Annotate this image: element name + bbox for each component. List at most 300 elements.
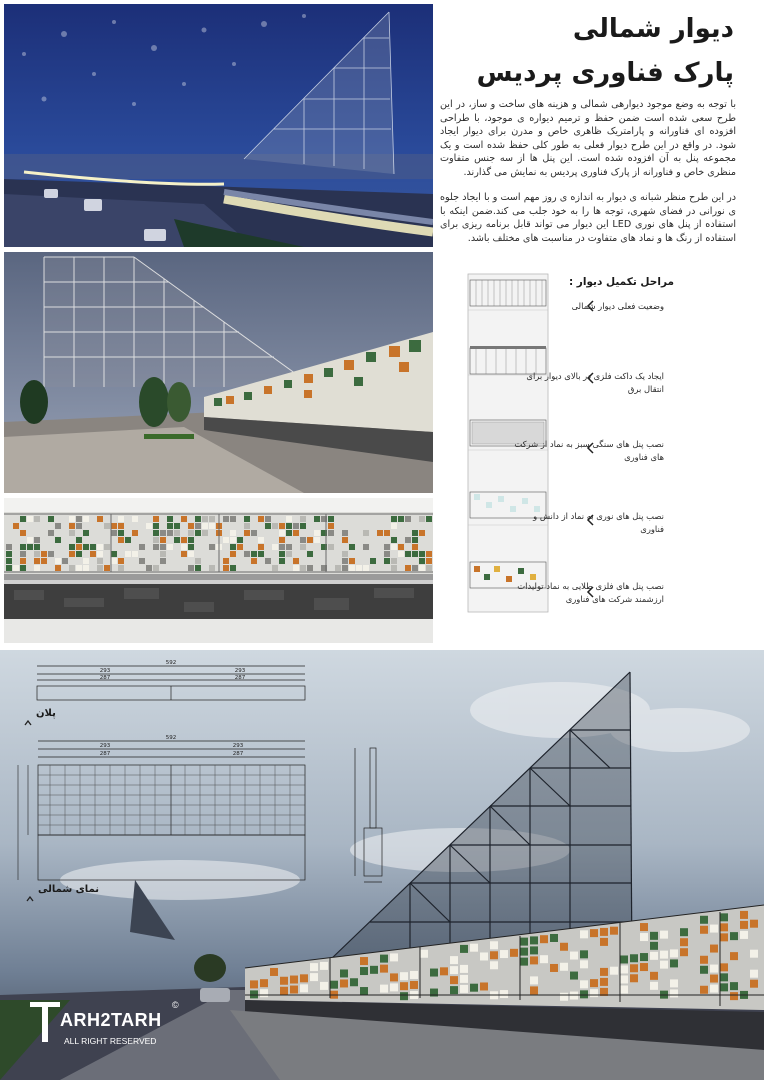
section-drawing bbox=[350, 740, 395, 890]
wall-panel-cell bbox=[360, 967, 368, 975]
wall-panel-cell bbox=[48, 551, 54, 557]
wall-panel-cell bbox=[55, 523, 61, 529]
wall-panel-cell bbox=[530, 946, 538, 954]
logo bbox=[30, 996, 180, 1052]
wall-panel-cell bbox=[405, 551, 411, 557]
wall-panel-cell bbox=[520, 938, 528, 946]
wall-panel-cell bbox=[286, 523, 292, 529]
dim-text: 293 bbox=[232, 743, 244, 749]
wall-panel-cell bbox=[600, 968, 608, 976]
wall-panel-cell bbox=[490, 941, 498, 949]
wall-panel-cell bbox=[570, 952, 578, 960]
wall-panel-cell bbox=[153, 544, 159, 550]
wall-panel-cell bbox=[272, 544, 278, 550]
wall-panel-cell bbox=[97, 551, 103, 557]
wall-panel-cell bbox=[104, 544, 110, 550]
wall-panel-cell bbox=[300, 523, 306, 529]
wall-panel-cell bbox=[620, 955, 628, 963]
wall-panel-cell bbox=[209, 565, 215, 571]
wall-panel-cell bbox=[20, 530, 26, 536]
wall-panel-cell bbox=[400, 982, 408, 990]
wall-panel-cell bbox=[710, 925, 718, 933]
wall-panel-cell bbox=[118, 565, 124, 571]
wall-panel-cell bbox=[630, 954, 638, 962]
wall-panel-cell bbox=[69, 530, 75, 536]
wall-panel-cell bbox=[209, 516, 215, 522]
wall-panel-cell bbox=[320, 982, 328, 990]
wall-panel-cell bbox=[258, 544, 264, 550]
wall-panel-cell bbox=[34, 551, 40, 557]
wall-panel-cell bbox=[330, 981, 338, 989]
wall-panel-cell bbox=[700, 926, 708, 934]
wall-panel-cell bbox=[251, 530, 257, 536]
wall-panel-cell bbox=[188, 530, 194, 536]
wall-panel-cell bbox=[419, 530, 425, 536]
wall-panel-cell bbox=[419, 565, 425, 571]
wall-panel-cell bbox=[580, 980, 588, 988]
wall-panel-cell bbox=[34, 544, 40, 550]
wall-panel-cell bbox=[720, 933, 728, 941]
page-title: دیوار شمالی bbox=[572, 14, 734, 44]
wall-panel-cell bbox=[342, 530, 348, 536]
wall-panel-cell bbox=[258, 551, 264, 557]
wall-panel-cell bbox=[160, 551, 166, 557]
wall-panel-cell bbox=[580, 990, 588, 998]
wall-panel-cell bbox=[419, 516, 425, 522]
wall-panel-cell bbox=[550, 934, 558, 942]
elevation-label: نمای شمالی bbox=[38, 884, 100, 895]
wall-panel-cell bbox=[181, 551, 187, 557]
wall-panel-cell bbox=[480, 982, 488, 990]
wall-panel-cell bbox=[740, 921, 748, 929]
wall-panel-cell bbox=[62, 558, 68, 564]
wall-panel-cell bbox=[293, 523, 299, 529]
wall-panel-cell bbox=[650, 952, 658, 960]
wall-panel-cell bbox=[342, 537, 348, 543]
wall-panel-cell bbox=[412, 544, 418, 550]
wall-panel-cell bbox=[500, 990, 508, 998]
wall-panel-cell bbox=[286, 551, 292, 557]
wall-panel-cell bbox=[384, 530, 390, 536]
wall-panel-cell bbox=[139, 544, 145, 550]
wall-panel-cell bbox=[740, 931, 748, 939]
wall-panel-cell bbox=[300, 544, 306, 550]
wall-panel-cell bbox=[104, 565, 110, 571]
wall-panel-cell bbox=[419, 551, 425, 557]
wall-panel-cell bbox=[750, 980, 758, 988]
wall-panel-cell bbox=[160, 544, 166, 550]
wall-panel-cell bbox=[377, 530, 383, 536]
wall-panel-cell bbox=[342, 565, 348, 571]
wall-panel-cell bbox=[405, 516, 411, 522]
dim-text: 592 bbox=[165, 660, 177, 666]
wall-panel-cell bbox=[230, 544, 236, 550]
wall-panel-cell bbox=[400, 992, 408, 1000]
wall-panel-cell bbox=[510, 949, 518, 957]
chevron-up-icon bbox=[24, 711, 32, 717]
wall-panel-cell bbox=[720, 913, 728, 921]
wall-panel-cell bbox=[412, 537, 418, 543]
night-render bbox=[4, 4, 433, 247]
wall-panel-cell bbox=[340, 969, 348, 977]
wall-panel-cell bbox=[650, 932, 658, 940]
wall-panel-cell bbox=[83, 544, 89, 550]
wall-panel-cell bbox=[195, 530, 201, 536]
wall-panel-cell bbox=[750, 950, 758, 958]
wall-panel-cell bbox=[132, 551, 138, 557]
wall-panel-cell bbox=[188, 537, 194, 543]
dim-text: 287 bbox=[232, 751, 244, 757]
wall-panel-cell bbox=[286, 544, 292, 550]
wall-panel-cell bbox=[76, 551, 82, 557]
wall-panel-cell bbox=[600, 938, 608, 946]
wall-panel-cell bbox=[300, 537, 306, 543]
step-label: نصب پنل های سنگی سبز به نماد از شرکت های فناوری bbox=[514, 439, 664, 462]
wall-panel-cell bbox=[430, 969, 438, 977]
wall-panel-cell bbox=[160, 558, 166, 564]
wall-panel-cell bbox=[300, 516, 306, 522]
wall-panel-cell bbox=[530, 976, 538, 984]
wall-panel-cell bbox=[280, 977, 288, 985]
wall-panel-cell bbox=[680, 948, 688, 956]
wall-panel-cell bbox=[380, 965, 388, 973]
wall-panel-cell bbox=[244, 530, 250, 536]
wall-panel-cell bbox=[480, 952, 488, 960]
wall-panel-cell bbox=[398, 551, 404, 557]
copyright-symbol: © bbox=[172, 1000, 179, 1010]
wall-panel-cell bbox=[349, 565, 355, 571]
wall-panel-cell bbox=[265, 558, 271, 564]
wall-panel-cell bbox=[440, 967, 448, 975]
wall-panel-cell bbox=[720, 983, 728, 991]
wall-panel-cell bbox=[260, 989, 268, 997]
wall-panel-cell bbox=[720, 963, 728, 971]
wall-panel-cell bbox=[328, 544, 334, 550]
wall-panel-cell bbox=[97, 558, 103, 564]
wall-panel-cell bbox=[356, 565, 362, 571]
wall-panel-cell bbox=[650, 982, 658, 990]
wall-panel-cell bbox=[720, 973, 728, 981]
wall-panel-cell bbox=[230, 565, 236, 571]
dim-text: 287 bbox=[99, 675, 111, 681]
wall-panel-cell bbox=[153, 565, 159, 571]
wall-panel-cell bbox=[202, 530, 208, 536]
step-label: نصب پنل های نوری به نماد از دانش و فناوری bbox=[533, 511, 664, 534]
wall-panel-cell bbox=[34, 516, 40, 522]
wall-panel-cell bbox=[660, 951, 668, 959]
wall-panel-cell bbox=[450, 966, 458, 974]
wall-panel-cell bbox=[307, 565, 313, 571]
wall-panel-cell bbox=[125, 537, 131, 543]
wall-panel-cell bbox=[390, 973, 398, 981]
dim-text: 592 bbox=[165, 735, 177, 741]
wall-panel-cell bbox=[230, 516, 236, 522]
wall-panel-cell bbox=[426, 558, 432, 564]
wall-panel-cell bbox=[460, 985, 468, 993]
wall-panel-cell bbox=[251, 551, 257, 557]
wall-panel-cell bbox=[720, 923, 728, 931]
step-label: وضعیت فعلی دیوار شمالی bbox=[571, 301, 664, 311]
wall-panel-cell bbox=[670, 949, 678, 957]
wall-panel-cell bbox=[286, 530, 292, 536]
wall-panel-cell bbox=[41, 551, 47, 557]
wall-panel-cell bbox=[530, 956, 538, 964]
wall-panel-cell bbox=[405, 537, 411, 543]
wall-panel-cell bbox=[160, 530, 166, 536]
wall-panel-cell bbox=[590, 929, 598, 937]
wall-panel-cell bbox=[258, 537, 264, 543]
wall-panel-cell bbox=[426, 565, 432, 571]
wall-panel-cell bbox=[174, 530, 180, 536]
wall-panel-cell bbox=[530, 936, 538, 944]
wall-panel-cell bbox=[167, 544, 173, 550]
wall-panel-cell bbox=[370, 558, 376, 564]
wall-panel-cell bbox=[90, 544, 96, 550]
wall-panel-cell bbox=[111, 551, 117, 557]
wall-panel-cell bbox=[307, 551, 313, 557]
wall-panel-cell bbox=[450, 986, 458, 994]
wall-panel-cell bbox=[174, 523, 180, 529]
wall-panel-cell bbox=[390, 953, 398, 961]
wall-panel-cell bbox=[670, 979, 678, 987]
wall-panel-cell bbox=[48, 530, 54, 536]
wall-panel-cell bbox=[265, 516, 271, 522]
wall-panel-cell bbox=[6, 551, 12, 557]
wall-panel-cell bbox=[660, 961, 668, 969]
wall-panel-cell bbox=[188, 551, 194, 557]
dim-text: 293 bbox=[234, 668, 246, 674]
wall-panel-cell bbox=[670, 959, 678, 967]
wall-panel-cell bbox=[520, 948, 528, 956]
wall-panel-cell bbox=[83, 516, 89, 522]
wall-panel-cell bbox=[55, 537, 61, 543]
wall-panel-cell bbox=[700, 986, 708, 994]
wall-panel-cell bbox=[48, 516, 54, 522]
step-label: نصب پنل های فلزی طلایی به نماد تولیدات ارزشمند شرکت های فناوری bbox=[517, 581, 664, 604]
wall-panel-cell bbox=[250, 980, 258, 988]
wall-panel-cell bbox=[620, 965, 628, 973]
wall-panel-cell bbox=[640, 963, 648, 971]
wall-panel-cell bbox=[27, 537, 33, 543]
wall-panel-cell bbox=[391, 523, 397, 529]
wall-panel-cell bbox=[20, 558, 26, 564]
wall-panel-cell bbox=[398, 544, 404, 550]
wall-panel-cell bbox=[300, 565, 306, 571]
wall-panel-cell bbox=[223, 565, 229, 571]
wall-panel-cell bbox=[610, 927, 618, 935]
wall-panel-cell bbox=[202, 523, 208, 529]
wall-panel-cell bbox=[450, 976, 458, 984]
wall-panel-cell bbox=[470, 944, 478, 952]
wall-panel-cell bbox=[69, 544, 75, 550]
wall-panel-cell bbox=[132, 516, 138, 522]
wall-panel-cell bbox=[391, 516, 397, 522]
wall-panel-cell bbox=[83, 558, 89, 564]
wall-panel-cell bbox=[118, 516, 124, 522]
wall-panel-cell bbox=[300, 974, 308, 982]
wall-panel-cell bbox=[363, 530, 369, 536]
wall-panel-cell bbox=[660, 931, 668, 939]
wall-panel-cell bbox=[390, 983, 398, 991]
wall-panel-cell bbox=[730, 932, 738, 940]
wall-panel-cell bbox=[426, 551, 432, 557]
description-paragraph: با توجه به وضع موجود دیوارهی شمالی و هزینه های ساخت و ساز، در این طرح سعی شده است ضمن حفظ و ترمیم دیواره ی موجود، با طراحی افزوده ای فناورانه و پارامتریک ظاهری خاص و مدرن برای دیوار ایجاد شود. در واقع در این طرح دیوار فعلی به طور کلی حفظ شده است و یک مجموعه پنل به آن افزوده شده است. این پنل ها از سه جنس متفاوت منظری خاص و فناورانه از پارک فناوری پردیس به نمایش می گذارند. bbox=[440, 99, 736, 178]
wall-panel-cell bbox=[391, 537, 397, 543]
wall-panel-cell bbox=[360, 987, 368, 995]
wall-panel-cell bbox=[560, 943, 568, 951]
description-paragraph: در این طرح منظر شبانه ی دیوار به اندازه ی روز مهم است و با ایجاد جلوه ی نورانی در فضای شهری، توجه ها را به خود جلب می کند.ضمن اینکه با استفاده از پنل های نوری LED این دیوار می تواند قابل برنامه ریزی برای استفاده از رنگ ها و نماد های متفاوت در مناسبت های مختلف باشد. bbox=[440, 192, 736, 244]
wall-panel-cell bbox=[580, 930, 588, 938]
wall-panel-cell bbox=[237, 544, 243, 550]
wall-panel-cell bbox=[620, 975, 628, 983]
dim-text: 287 bbox=[99, 751, 111, 757]
wall-panel-cell bbox=[104, 523, 110, 529]
wall-panel-cell bbox=[470, 984, 478, 992]
wall-panel-cell bbox=[34, 558, 40, 564]
wall-panel-cell bbox=[630, 964, 638, 972]
elevation-drawing bbox=[10, 735, 310, 885]
wall-panel-cell bbox=[139, 558, 145, 564]
wall-panel-cell bbox=[730, 982, 738, 990]
wall-panel-cell bbox=[380, 985, 388, 993]
wall-panel-cell bbox=[640, 923, 648, 931]
wall-panel-cell bbox=[76, 516, 82, 522]
logo-name: ARH2TARH bbox=[60, 1010, 162, 1030]
wall-panel-cell bbox=[6, 565, 12, 571]
wall-panel-cell bbox=[342, 558, 348, 564]
wall-panel-cell bbox=[412, 551, 418, 557]
wall-panel-cell bbox=[55, 565, 61, 571]
wall-panel-cell bbox=[384, 551, 390, 557]
wall-panel-cell bbox=[350, 978, 358, 986]
wall-panel-cell bbox=[55, 558, 61, 564]
plan-label: پلان bbox=[36, 708, 56, 719]
wall-panel-cell bbox=[279, 530, 285, 536]
wall-panel-cell bbox=[20, 544, 26, 550]
wall-panel-cell bbox=[580, 950, 588, 958]
wall-panel-cell bbox=[560, 963, 568, 971]
wall-panel-cell bbox=[20, 516, 26, 522]
wall-panel-cell bbox=[460, 975, 468, 983]
wall-panel-cell bbox=[550, 964, 558, 972]
wall-panel-cell bbox=[307, 537, 313, 543]
wall-panel-cell bbox=[412, 565, 418, 571]
wall-panel-cell bbox=[27, 544, 33, 550]
wall-panel-cell bbox=[328, 523, 334, 529]
wall-panel-cell bbox=[146, 523, 152, 529]
wall-panel-cell bbox=[640, 953, 648, 961]
wall-panel-cell bbox=[279, 558, 285, 564]
wall-panel-cell bbox=[700, 916, 708, 924]
step-label: ایجاد یک داکت فلزی در بالای دیوار برای انتقال برق bbox=[526, 371, 664, 394]
wall-panel-cell bbox=[167, 530, 173, 536]
wall-panel-cell bbox=[27, 516, 33, 522]
wall-panel-cell bbox=[230, 530, 236, 536]
wall-panel-cell bbox=[195, 516, 201, 522]
wall-panel-cell bbox=[34, 565, 40, 571]
wall-panel-cell bbox=[710, 975, 718, 983]
wall-panel-cell bbox=[244, 523, 250, 529]
wall-panel-cell bbox=[223, 558, 229, 564]
wall-panel-cell bbox=[293, 530, 299, 536]
wall-panel-cell bbox=[380, 955, 388, 963]
wall-panel-cell bbox=[410, 971, 418, 979]
wall-panel-cell bbox=[111, 523, 117, 529]
wall-panel-cell bbox=[610, 967, 618, 975]
wall-panel-cell bbox=[293, 558, 299, 564]
wall-panel-cell bbox=[118, 558, 124, 564]
wall-panel-cell bbox=[76, 537, 82, 543]
wall-panel-cell bbox=[153, 516, 159, 522]
wall-panel-cell bbox=[13, 523, 19, 529]
wall-panel-cell bbox=[195, 565, 201, 571]
wall-panel-cell bbox=[310, 963, 318, 971]
wall-panel-cell bbox=[400, 972, 408, 980]
wall-panel-cell bbox=[670, 989, 678, 997]
wall-panel-cell bbox=[188, 523, 194, 529]
wall-panel-cell bbox=[76, 565, 82, 571]
wall-panel-cell bbox=[111, 558, 117, 564]
wall-panel-cell bbox=[230, 537, 236, 543]
logo-tagline: ALL RIGHT RESERVED bbox=[64, 1036, 157, 1046]
wall-panel-cell bbox=[160, 537, 166, 543]
wall-panel-cell bbox=[280, 987, 288, 995]
dim-text: 287 bbox=[234, 675, 246, 681]
wall-panel-cell bbox=[410, 981, 418, 989]
wall-panel-cell bbox=[90, 551, 96, 557]
chevron-up-icon bbox=[26, 887, 34, 893]
wall-panel-cell bbox=[251, 558, 257, 564]
wall-panel-cell bbox=[153, 523, 159, 529]
day-render bbox=[4, 252, 433, 493]
wall-panel-cell bbox=[286, 516, 292, 522]
wall-panel-cell bbox=[290, 976, 298, 984]
wall-panel-cell bbox=[590, 989, 598, 997]
wall-panel-cell bbox=[360, 957, 368, 965]
wall-panel-cell bbox=[340, 979, 348, 987]
wall-panel-cell bbox=[279, 537, 285, 543]
wall-panel-cell bbox=[83, 530, 89, 536]
wall-panel-cell bbox=[349, 558, 355, 564]
wall-panel-cell bbox=[460, 945, 468, 953]
wall-panel-cell bbox=[680, 928, 688, 936]
wall-panel-cell bbox=[125, 551, 131, 557]
wall-panel-cell bbox=[363, 565, 369, 571]
wall-panel-cell bbox=[570, 992, 578, 1000]
wall-panel-cell bbox=[750, 970, 758, 978]
wall-panel-cell bbox=[391, 565, 397, 571]
wall-panel-cell bbox=[69, 565, 75, 571]
wall-panel-cell bbox=[244, 516, 250, 522]
wall-panel-cell bbox=[530, 986, 538, 994]
wall-panel-cell bbox=[384, 544, 390, 550]
wall-panel-cell bbox=[710, 965, 718, 973]
dim-text: 293 bbox=[99, 743, 111, 749]
wall-panel-cell bbox=[272, 523, 278, 529]
wall-panel-cell bbox=[560, 993, 568, 1001]
wall-panel-cell bbox=[146, 565, 152, 571]
wall-panel-cell bbox=[580, 960, 588, 968]
wall-panel-cell bbox=[195, 523, 201, 529]
wall-panel-cell bbox=[420, 950, 428, 958]
wall-panel-cell bbox=[209, 523, 215, 529]
wall-panel-cell bbox=[153, 537, 159, 543]
wall-panel-cell bbox=[272, 565, 278, 571]
wall-panel-cell bbox=[700, 956, 708, 964]
wall-panel-cell bbox=[188, 544, 194, 550]
wall-panel-cell bbox=[230, 551, 236, 557]
logo-mark bbox=[30, 1002, 60, 1042]
